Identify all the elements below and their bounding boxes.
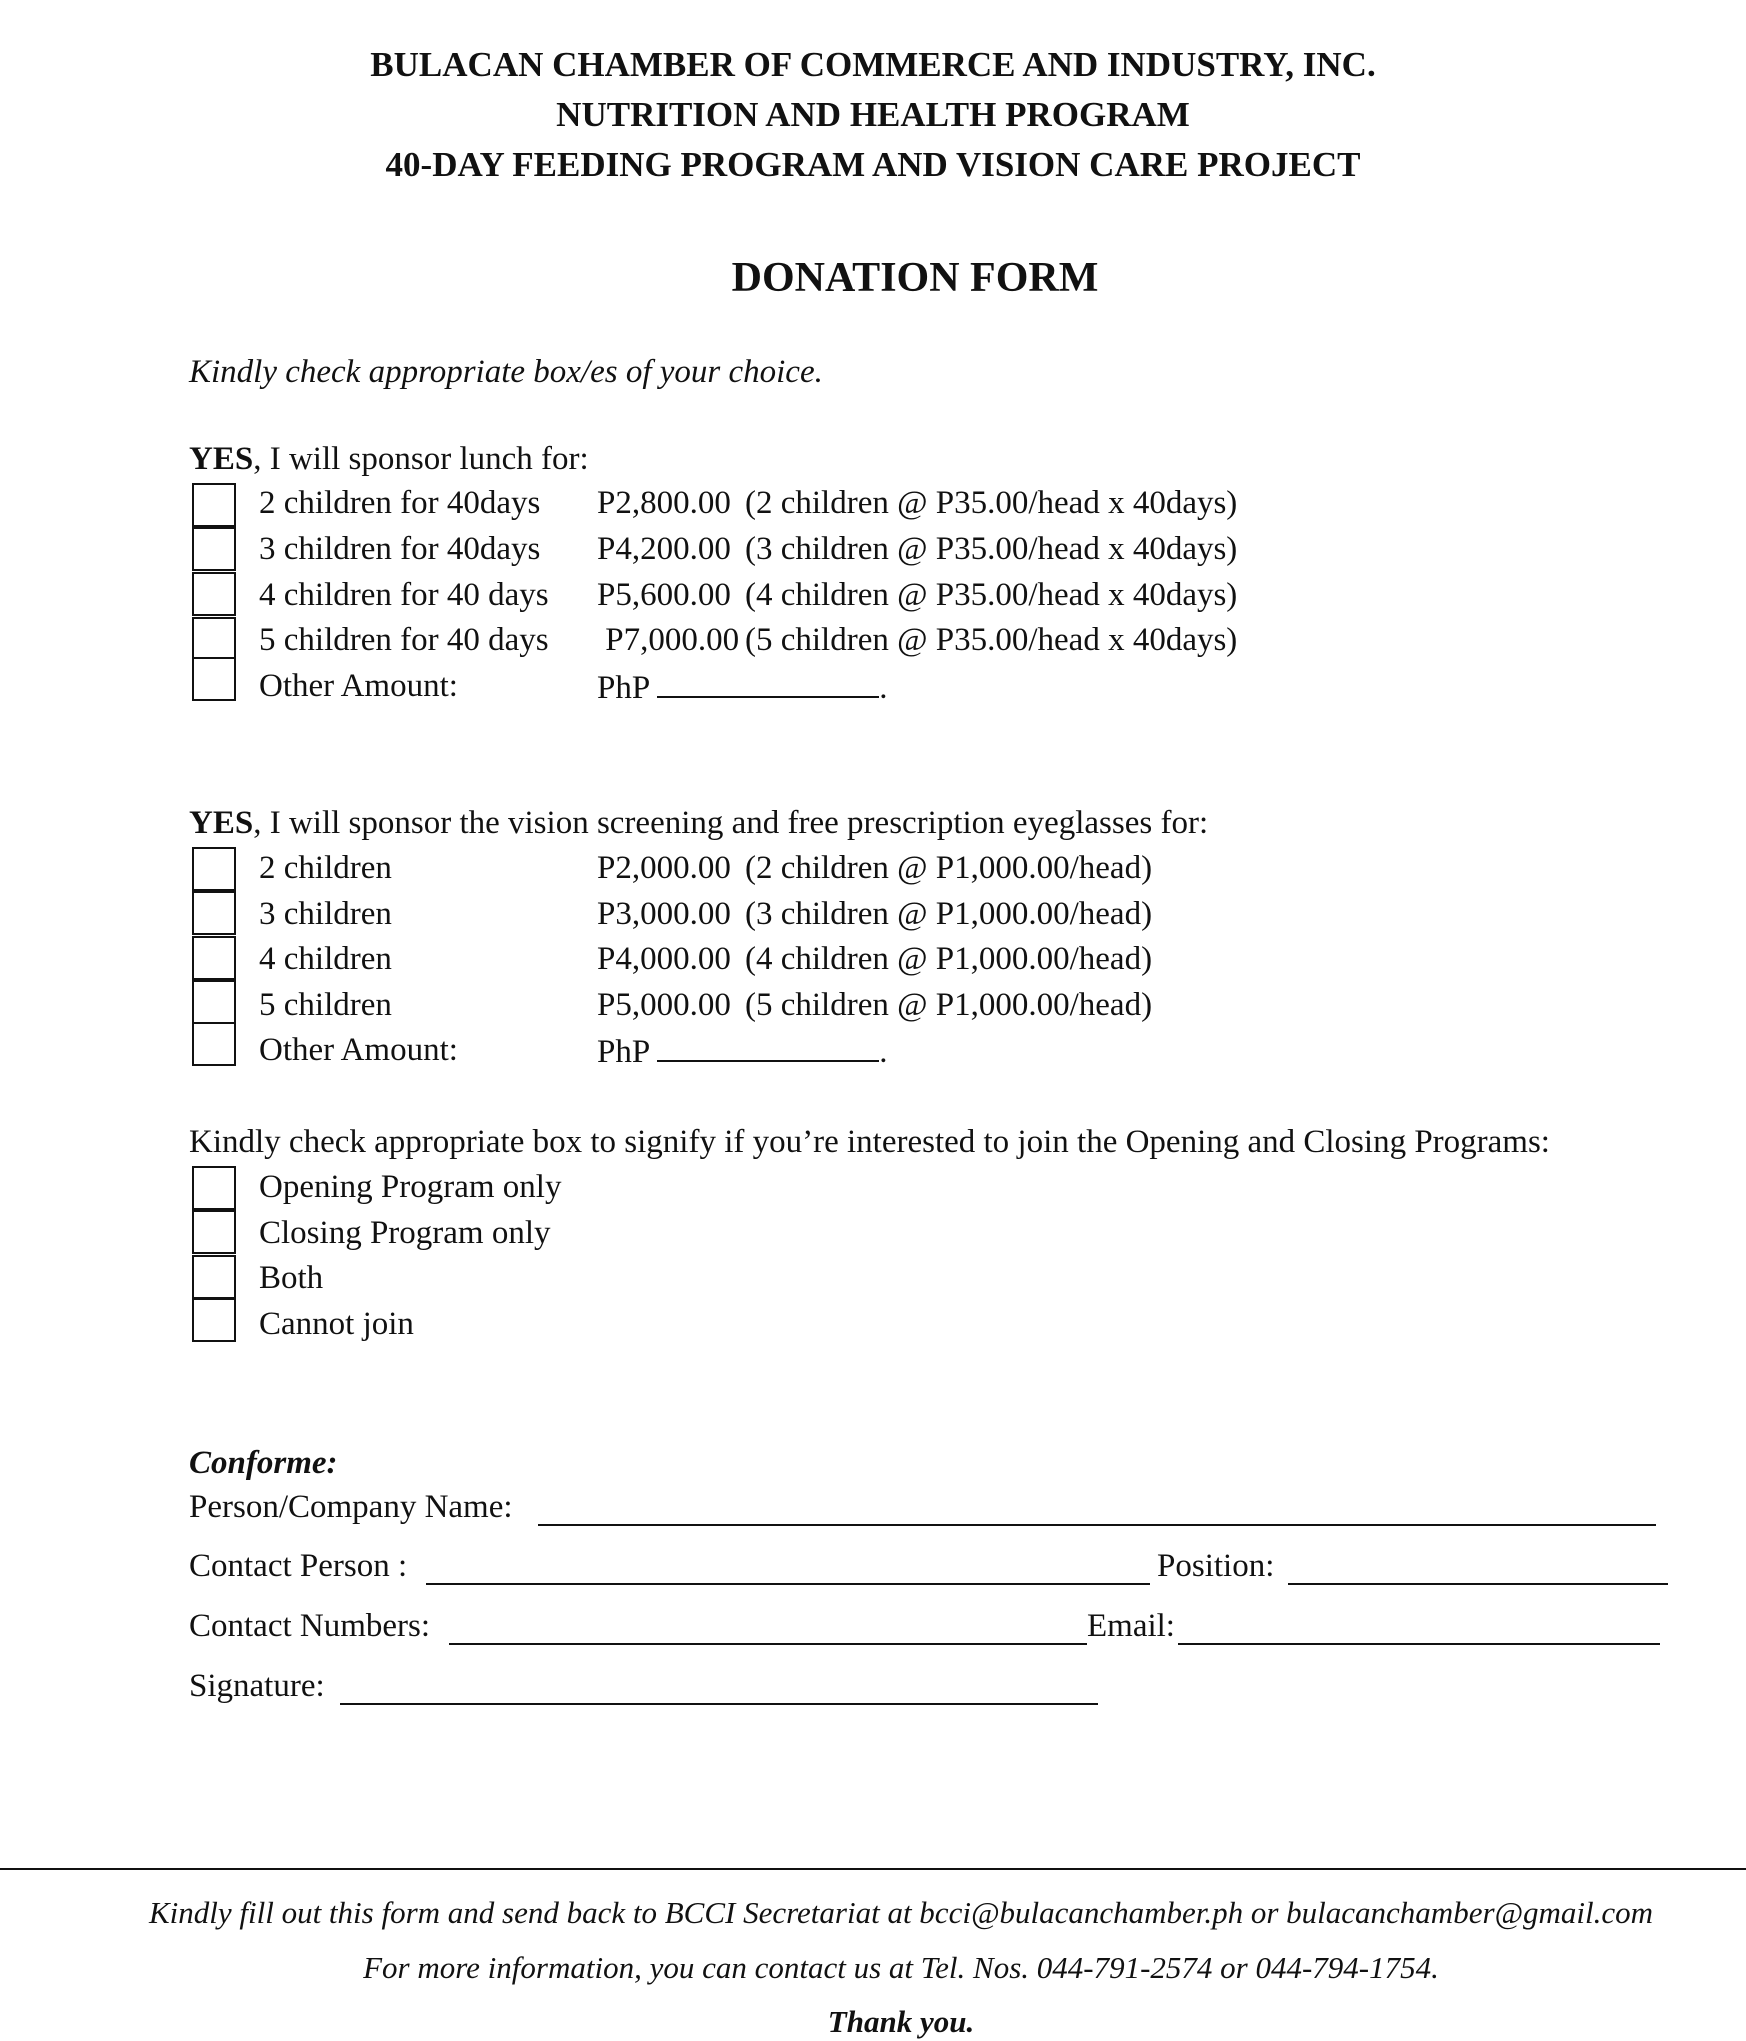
vision-option-amount: P5,000.00 (5 children @ P1,000.00/head)	[597, 987, 1153, 1023]
lunch-3-children-checkbox[interactable]	[192, 527, 236, 571]
lunch-other-amount: PhP .	[597, 670, 888, 706]
lunch-option-amount: P4,200.00 (3 children @ P35.00/head x 40days)	[597, 531, 1238, 567]
org-name: BULACAN CHAMBER OF COMMERCE AND INDUSTRY, INC.	[370, 45, 1376, 84]
vision-5-children-checkbox[interactable]	[192, 980, 236, 1024]
program-option-label: Opening Program only	[259, 1169, 562, 1205]
program-option-label: Both	[259, 1260, 324, 1296]
lunch-yes: YES	[189, 441, 254, 477]
vision-heading	[189, 805, 1208, 842]
closing-program-checkbox[interactable]	[192, 1210, 236, 1254]
vision-option-amount: P2,000.00 (2 children @ P1,000.00/head)	[597, 850, 1153, 886]
footer-divider	[0, 1868, 1746, 1870]
contact-numbers-field[interactable]	[449, 1643, 1087, 1645]
vision-option-label: 3 children	[259, 896, 392, 932]
lunch-2-children-checkbox[interactable]	[192, 483, 236, 527]
position-field[interactable]	[1288, 1583, 1668, 1585]
lunch-other-amount-field[interactable]	[657, 668, 879, 698]
both-programs-checkbox[interactable]	[192, 1255, 236, 1299]
lunch-option-amount: P7,000.00 (5 children @ P35.00/head x 40days)	[597, 622, 1238, 658]
programs-heading: Kindly check appropriate box to signify if you’re interested to join the Opening and Closing Programs:	[189, 1124, 1550, 1160]
vision-3-children-checkbox[interactable]	[192, 891, 236, 935]
signature-field[interactable]	[340, 1703, 1098, 1705]
form-title: DONATION FORM	[731, 255, 1099, 301]
conforme-heading: Conforme:	[189, 1445, 338, 1481]
vision-other-label: Other Amount:	[259, 1032, 458, 1068]
vision-option-amount: P3,000.00 (3 children @ P1,000.00/head)	[597, 896, 1153, 932]
lunch-4-children-checkbox[interactable]	[192, 572, 236, 616]
lunch-option-label: 3 children for 40days	[259, 531, 541, 567]
vision-option-label: 4 children	[259, 941, 392, 977]
name-label: Person/Company Name:	[189, 1489, 513, 1525]
footer-contact-info: For more information, you can contact us at Tel. Nos. 044-791-2574 or 044-794-1754.	[363, 1950, 1439, 1985]
contact-person-label: Contact Person :	[189, 1548, 408, 1584]
vision-2-children-checkbox[interactable]	[192, 847, 236, 891]
vision-option-amount: P4,000.00 (4 children @ P1,000.00/head)	[597, 941, 1153, 977]
lunch-option-amount: P5,600.00 (4 children @ P35.00/head x 40days)	[597, 577, 1238, 613]
lunch-option-amount: P2,800.00 (2 children @ P35.00/head x 40days)	[597, 485, 1238, 521]
vision-other-amount-field[interactable]	[657, 1032, 879, 1062]
program-option-label: Cannot join	[259, 1306, 414, 1342]
lunch-option-label: 2 children for 40days	[259, 485, 541, 521]
name-field[interactable]	[538, 1524, 1656, 1526]
vision-heading-text: , I will sponsor the vision screening and free prescription eyeglasses for:	[253, 805, 1209, 841]
instruction-text: Kindly check appropriate box/es of your choice.	[189, 354, 823, 390]
vision-other-amount-checkbox[interactable]	[192, 1022, 236, 1066]
lunch-other-label: Other Amount:	[259, 668, 458, 704]
lunch-option-label: 4 children for 40 days	[259, 577, 549, 613]
vision-4-children-checkbox[interactable]	[192, 936, 236, 980]
vision-option-label: 5 children	[259, 987, 392, 1023]
signature-label: Signature:	[189, 1668, 325, 1704]
email-field[interactable]	[1178, 1643, 1660, 1645]
footer-send-instruction: Kindly fill out this form and send back to BCCI Secretariat at bcci@bulacanchamber.ph or bulacanchamber@gmail.com	[148, 1895, 1654, 1930]
program-option-label: Closing Program only	[259, 1215, 551, 1251]
vision-yes: YES	[189, 805, 254, 841]
opening-program-checkbox[interactable]	[192, 1166, 236, 1210]
cannot-join-checkbox[interactable]	[192, 1298, 236, 1342]
project-name: 40-DAY FEEDING PROGRAM AND VISION CARE PROJECT	[385, 145, 1361, 184]
vision-other-amount: PhP .	[597, 1034, 888, 1070]
email-label: Email:	[1087, 1608, 1175, 1644]
program-name: NUTRITION AND HEALTH PROGRAM	[556, 95, 1190, 134]
lunch-heading	[189, 441, 589, 478]
position-label: Position:	[1157, 1548, 1275, 1584]
footer-thank-you: Thank you.	[827, 2004, 975, 2039]
vision-option-label: 2 children	[259, 850, 392, 886]
lunch-5-children-checkbox[interactable]	[192, 617, 236, 661]
contact-person-field[interactable]	[426, 1583, 1150, 1585]
lunch-heading-text: , I will sponsor lunch for:	[253, 441, 589, 477]
lunch-option-label: 5 children for 40 days	[259, 622, 549, 658]
lunch-other-amount-checkbox[interactable]	[192, 657, 236, 701]
contact-numbers-label: Contact Numbers:	[189, 1608, 431, 1644]
